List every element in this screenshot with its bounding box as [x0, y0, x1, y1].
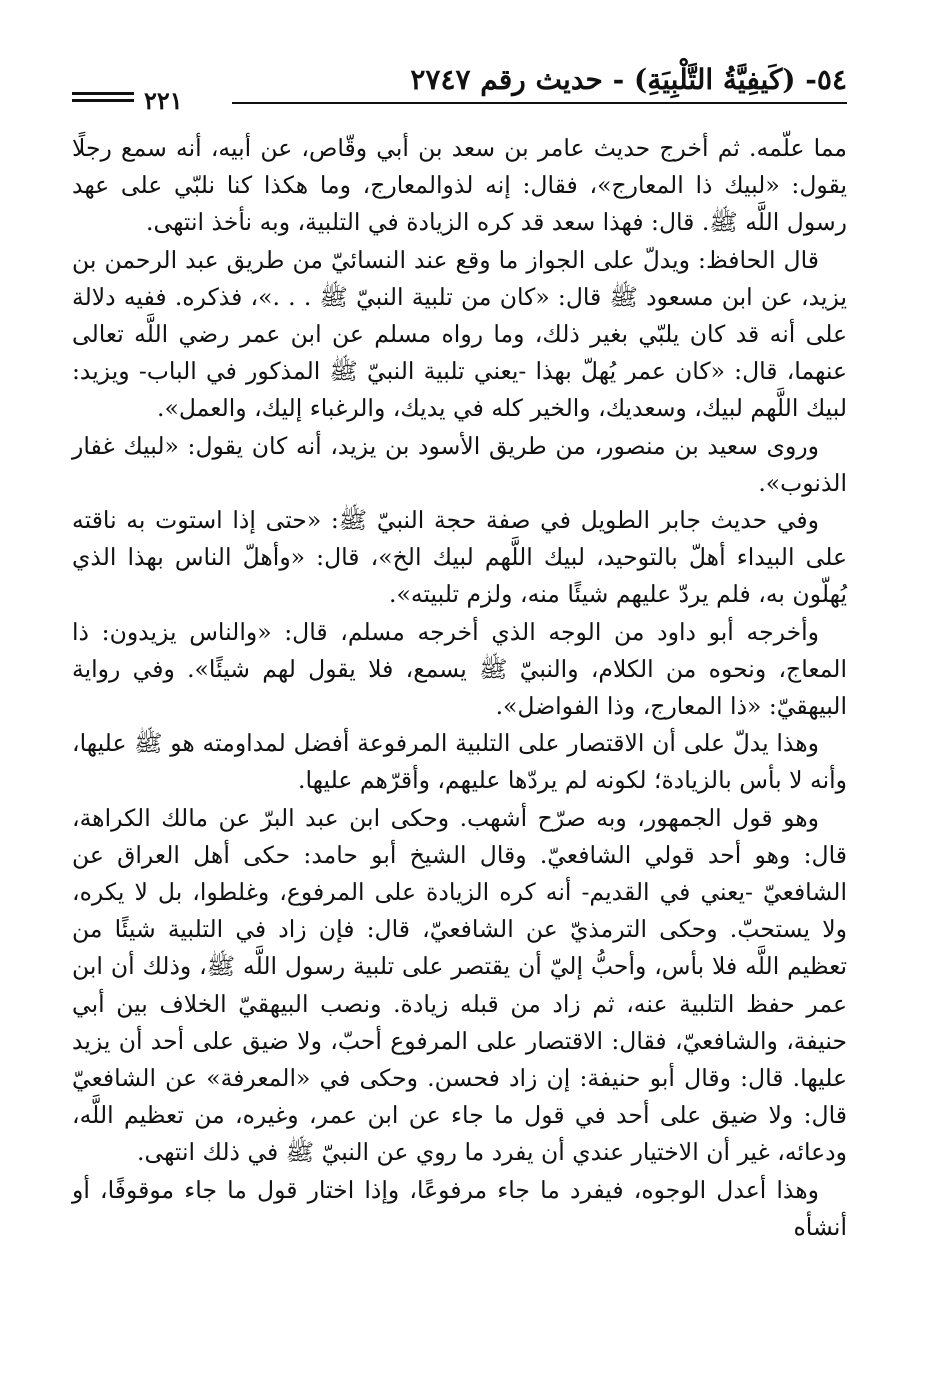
paragraph: وهذا يدلّ على أن الاقتصار على التلبية المرفوعة أفضل لمداومته هو ﷺ عليها، وأنه لا بأس بالزيادة؛ لكونه لم يردّها عليهم، وأقرّهم عليها.: [72, 729, 847, 795]
book-page: [72, 62, 847, 1352]
paragraph: مما علّمه. ثم أخرج حديث عامر بن سعد بن أبي وقّاص، عن أبيه، أنه سمع رجلًا يقول: «لبيك ذا المعارج»، فقال: إنه لذوالمعارج، وما هكذا كنا نلبّي على عهد رسول اللَّه ﷺ. قال: فهذا سعد قد كره الزيادة في التلبية، وبه نأخذ انتهى.: [72, 134, 847, 237]
paragraph: وفي حديث جابر الطويل في صفة حجة النبيّ ﷺ: «حتى إذا استوت به ناقته على البيداء أهلّ بالتوحيد، لبيك اللَّهم لبيك الخ»، قال: «وأهلّ الناس بهذا الذي يُهلّون به، فلم يردّ عليهم شيئًا منه، ولزم تلبيته».: [72, 506, 847, 609]
paragraph: قال الحافظ: ويدلّ على الجواز ما وقع عند النسائيّ من طريق عبد الرحمن بن يزيد، عن ابن مسعود ﷺ قال: «كان من تلبية النبيّ ﷺ . . .»، فذكره. ففيه دلالة على أنه قد كان يلبّي بغير ذلك، وما رواه مسلم عن ابن عمر رضي اللَّه تعالى عنهما، قال: «كان عمر يُهلّ بهذا -يعني تلبية النبيّ ﷺ المذكور في الباب- ويزيد: لبيك اللَّهم لبيك، وسعديك، والخير كله في يديك، والرغباء إليك، والعمل».: [72, 245, 847, 423]
chapter-title: ٥٤- (كَيفِيَّةُ التَّلْبِيَةِ) - حديث رقم ٢٧٤٧: [410, 63, 847, 96]
paragraph: وهو قول الجمهور، وبه صرّح أشهب. وحكى ابن عبد البرّ عن مالك الكراهة، قال: وهو أحد قولي الشافعيّ. وقال الشيخ أبو حامد: حكى أهل العراق عن الشافعيّ -يعني في القديم- أنه كره الزيادة على المرفوع، وغلطوا، بل لا يكره، ولا يستحبّ. وحكى الترمذيّ عن الشافعيّ، قال: فإن زاد في التلبية شيئًا من تعظيم اللَّه فلا بأس، وأحبُّ إليّ أن يقتصر على تلبية رسول اللَّه ﷺ، وذلك أن ابن عمر حفظ التلبية عنه، ثم زاد من قبله زيادة. ونصب البيهقيّ الخلاف بين أبي حنيفة، والشافعيّ، فقال: الاقتصار على المرفوع أحبّ، ولا ضيق على أحد أن يزيد عليها. قال: وقال أبو حنيفة: إن زاد فحسن. وحكى في «المعرفة» عن الشافعيّ قال: ولا ضيق على أحد في قول ما جاء عن ابن عمر، وغيره، من تعظيم اللَّه، ودعائه، غير أن الاختيار عندي أن يفرد ما روي عن النبيّ ﷺ في ذلك انتهى.: [72, 803, 847, 1167]
header-rule: [232, 102, 847, 104]
body-text: [72, 130, 847, 1246]
paragraph: وروى سعيد بن منصور، من طريق الأسود بن يزيد، أنه كان يقول: «لبيك غفار الذنوب».: [72, 431, 847, 497]
double-rule-decoration: [72, 92, 134, 106]
page-header: [72, 62, 847, 120]
paragraph: وأخرجه أبو داود من الوجه الذي أخرجه مسلم، قال: «والناس يزيدون: ذا المعاج، ونحوه من الكلام، والنبيّ ﷺ يسمع، فلا يقول لهم شيئًا». وفي رواية البيهقيّ: «ذا المعارج، وذا الفواضل».: [72, 617, 847, 721]
page-number: ٢٢١: [144, 86, 183, 115]
paragraph: وهذا أعدل الوجوه، فيفرد ما جاء مرفوعًا، وإذا اختار قول ما جاء موقوفًا، أو أنشأه: [72, 1175, 847, 1241]
